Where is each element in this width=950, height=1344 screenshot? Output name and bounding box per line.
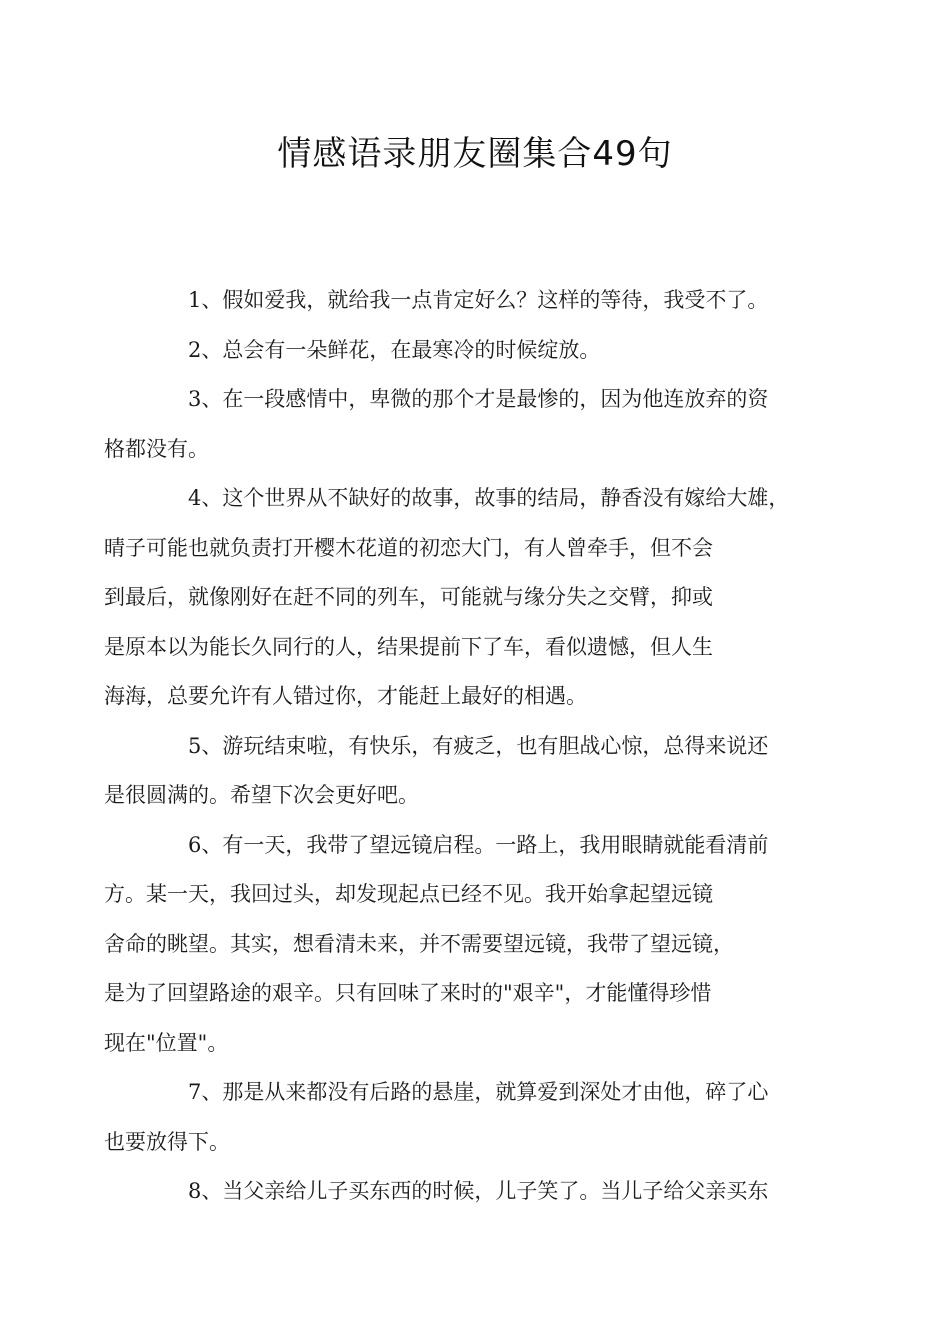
text-line: 7、那是从来都没有后路的悬崖，就算爱到深处才由他，碎了心 <box>188 1080 769 1104</box>
document-title: 情感语录朋友圈集合49句 <box>277 134 673 174</box>
paragraph <box>104 474 826 722</box>
paragraph <box>146 1167 826 1217</box>
text-line: 格都没有。 <box>104 436 209 461</box>
text-line: 舍命的眺望。其实，想看清未来，并不需要望远镜，我带了望远镜， <box>104 931 734 956</box>
text-line: 4、这个世界从不缺好的故事，故事的结局，静香没有嫁给大雄， <box>188 486 790 510</box>
text-line: 晴子可能也就负责打开樱木花道的初恋大门，有人曾牵手，但不会 <box>104 535 713 560</box>
text-line: 3、在一段感情中，卑微的那个才是最惨的，因为他连放弃的资 <box>188 387 769 411</box>
paragraph <box>146 326 826 376</box>
text-line: 是很圆满的。希望下次会更好吧。 <box>104 783 419 807</box>
text-line: 8、当父亲给儿子买东西的时候，儿子笑了。当儿子给父亲买东 <box>188 1179 769 1203</box>
text-line: 1、假如爱我，就给我一点肯定好么？这样的等待，我受不了。 <box>188 288 769 312</box>
text-line: 5、游玩结束啦，有快乐，有疲乏，也有胆战心惊，总得来说还 <box>188 733 769 758</box>
text-line: 方。某一天，我回过头，却发现起点已经不见。我开始拿起望远镜 <box>104 882 713 906</box>
text-line: 6、有一天，我带了望远镜启程。一路上，我用眼睛就能看清前 <box>188 832 769 857</box>
text-line: 2、总会有一朵鲜花，在最寒冷的时候绽放。 <box>188 337 601 362</box>
paragraph <box>104 375 826 474</box>
paragraph <box>104 722 826 821</box>
paragraph <box>104 1068 826 1167</box>
document-body <box>104 276 826 1217</box>
paragraph <box>104 821 826 1069</box>
paragraph <box>146 276 826 326</box>
text-line: 现在"位置"。 <box>104 1030 229 1055</box>
text-line: 是为了回望路途的艰辛。只有回味了来时的"艰辛"，才能懂得珍惜 <box>104 981 712 1005</box>
text-line: 也要放得下。 <box>104 1129 230 1154</box>
text-line: 到最后，就像刚好在赶不同的列车，可能就与缘分失之交臂，抑或 <box>104 585 713 609</box>
text-line: 是原本以为能长久同行的人，结果提前下了车，看似遗憾，但人生 <box>104 634 713 659</box>
text-line: 海海，总要允许有人错过你，才能赶上最好的相遇。 <box>104 684 587 708</box>
